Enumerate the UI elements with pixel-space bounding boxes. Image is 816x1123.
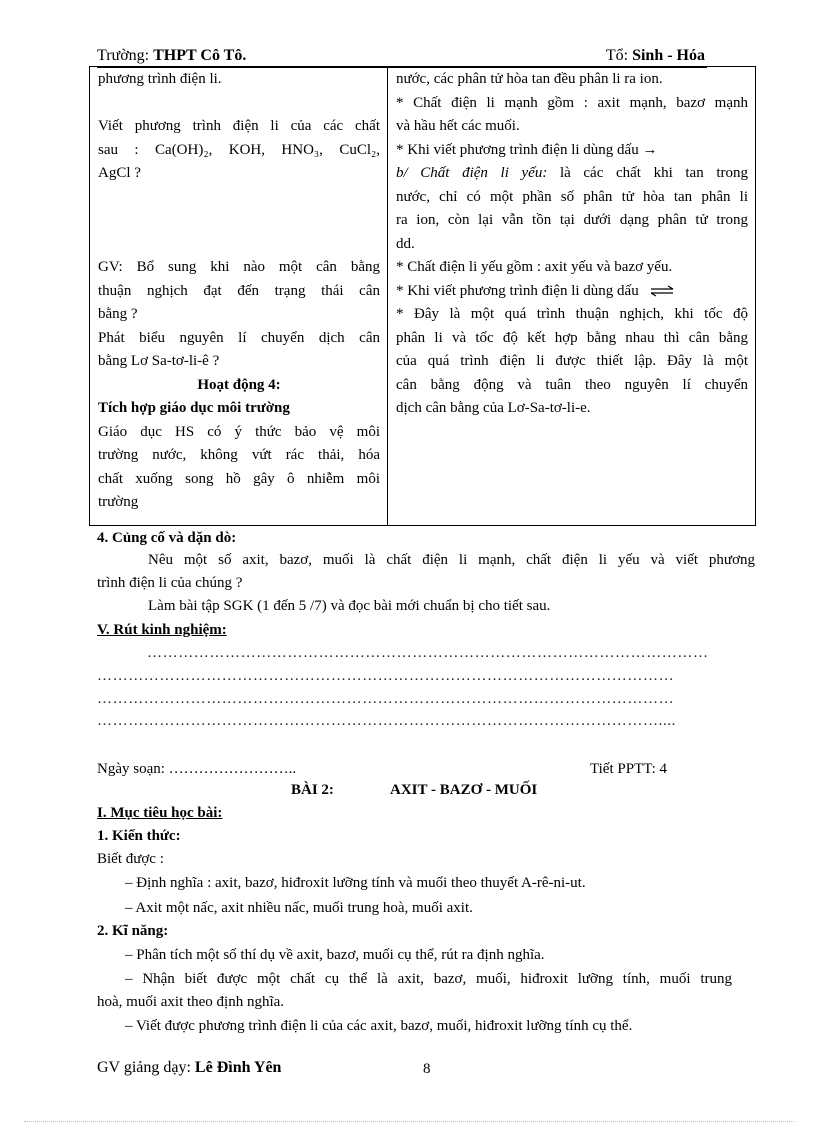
knowledge-item: – Định nghĩa : axit, bazơ, hiđroxit lưỡng tính và muối theo thuyết A-rê-ni-ut. — [125, 875, 586, 891]
left-line: AgCl ? — [98, 165, 141, 181]
page-number: 8 — [423, 1061, 431, 1077]
skills-item: – Viết được phương trình điện li của các axit, bazơ, muối, hiđroxit lưỡng tính cụ thể. — [125, 1018, 633, 1034]
left-line: chất xuống song hồ gây ô nhiễm môi — [98, 470, 380, 487]
notes-dotted-line: ……………………………………………………………………………………………….... — [97, 713, 676, 729]
weak-electrolyte-term: b/ Chất điện li yếu: — [396, 165, 548, 181]
right-line: phân li và tốc độ kết hợp bằng nhau thì cân bằng — [396, 329, 748, 346]
objectives-heading: I. Mục tiêu học bài: — [97, 805, 223, 821]
left-line: Giáo dục HS có ý thức bảo vệ môi — [98, 423, 380, 440]
right-line: dd. — [396, 235, 415, 252]
right-line: * Khi viết phương trình điện li dùng dấu — [396, 280, 748, 304]
right-line: nước, chỉ có một phần số phân tử hòa tan phân li — [396, 188, 748, 205]
section4-title: 4. Củng cố và dặn dò: — [97, 530, 237, 546]
skills-item: – Phân tích một số thí dụ về axit, bazơ, muối cụ thể, rút ra định nghĩa. — [125, 947, 545, 963]
right-line: * Đây là một quá trình thuận nghịch, khi tốc độ — [396, 306, 748, 322]
left-line: phương trình điện li. — [98, 71, 222, 87]
section4-homework: Làm bài tập SGK (1 đến 5 /7) và đọc bài mới chuẩn bị cho tiết sau. — [148, 598, 551, 614]
skills-item-cont: hoà, muối axit theo định nghĩa. — [97, 994, 285, 1010]
right-line: * Chất điện li mạnh gồm : axit mạnh, bazơ mạnh — [396, 94, 748, 111]
reversible-arrow-icon — [648, 285, 676, 297]
section4-paragraph-cont: trình điện li của chúng ? — [97, 575, 243, 591]
school-name: THPT Cô Tô. — [153, 47, 247, 64]
teacher-line — [97, 1057, 281, 1079]
page-header — [97, 47, 707, 68]
table-column-divider — [387, 67, 388, 525]
skills-heading: 2. Kĩ năng: — [97, 923, 169, 939]
skills-item: – Nhận biết được một chất cụ thể là axit, bazơ, muối, hiđroxit lưỡng tính, muối trung — [125, 971, 732, 987]
activity-heading: Hoạt động 4: — [197, 376, 281, 393]
knowledge-intro: Biết được : — [97, 851, 164, 867]
section5-title: V. Rút kinh nghiệm: — [97, 622, 227, 638]
teacher-name: Lê Đình Yên — [194, 1059, 282, 1076]
notes-dotted-line: ……………………………………………………………………………………………… — [147, 645, 709, 661]
right-line: của quá trình điện li được thiết lập. Đây là một — [396, 353, 748, 369]
school-line — [97, 47, 246, 65]
integration-heading: Tích hợp giáo dục môi trường — [98, 400, 290, 416]
left-line: thuận nghịch đạt đến trạng thái cân — [98, 282, 380, 299]
left-line: bằng ? — [98, 306, 138, 322]
right-line: cân bằng động và tuân theo nguyên lí chuyển — [396, 376, 748, 393]
department-label: Tổ: — [605, 47, 629, 64]
left-line: bằng Lơ Sa-tơ-li-ê ? — [98, 353, 220, 369]
department-name: Sinh - Hóa — [632, 47, 705, 64]
left-line: GV: Bổ sung khi nào một cân bằng — [98, 259, 380, 275]
right-line: b/ Chất điện li yếu: là các chất khi tan trong — [396, 165, 748, 181]
right-line: ra ion, còn lại vẫn tồn tại dưới dạng phân tử trong — [396, 212, 748, 228]
teacher-label: GV giảng dạy: — [97, 1059, 191, 1076]
lesson-table — [89, 66, 756, 526]
right-line: và hầu hết các muối. — [396, 118, 520, 134]
right-line: * Khi viết phương trình điện li dùng dấu → — [396, 141, 658, 158]
school-label: Trường: — [97, 47, 150, 64]
knowledge-item: – Axit một nấc, axit nhiều nấc, muối trung hoà, muối axit. — [125, 900, 473, 916]
knowledge-heading: 1. Kiến thức: — [97, 828, 181, 844]
left-line: trường nước, không vứt rác thải, hóa — [98, 447, 380, 463]
teacher-activity-column — [98, 68, 380, 515]
section4-paragraph: Nêu một số axit, bazơ, muối là chất điện li mạnh, chất điện li yếu và viết phương — [148, 552, 755, 568]
lesson-number: BÀI 2: — [291, 782, 334, 798]
content-column — [396, 68, 748, 421]
left-line: Phát biểu nguyên lí chuyển dịch cân — [98, 329, 380, 346]
page-bottom-rule — [24, 1121, 794, 1122]
period-number: Tiết PPTT: 4 — [590, 761, 668, 777]
notes-dotted-line: ………………………………………………………………………………………………… — [97, 691, 675, 707]
lesson-title: AXIT - BAZƠ - MUỐI — [390, 782, 538, 798]
right-line: nước, các phân tử hòa tan đều phân li ra ion. — [396, 71, 663, 87]
right-line: dịch cân bằng của Lơ-Sa-tơ-li-e. — [396, 400, 591, 416]
preparation-date: Ngày soạn: …………………….. — [97, 761, 297, 777]
right-line: * Chất điện li yếu gồm : axit yếu và bazơ yếu. — [396, 259, 673, 275]
left-line: trường — [98, 494, 139, 510]
left-line: Viết phương trình điện li của các chất — [98, 118, 380, 134]
notes-dotted-line: ………………………………………………………………………………………………… — [97, 668, 675, 684]
department-line — [606, 47, 705, 65]
left-line: sau : Ca(OH)₂, KOH, HNO₃, CuCl₂, — [98, 141, 380, 158]
